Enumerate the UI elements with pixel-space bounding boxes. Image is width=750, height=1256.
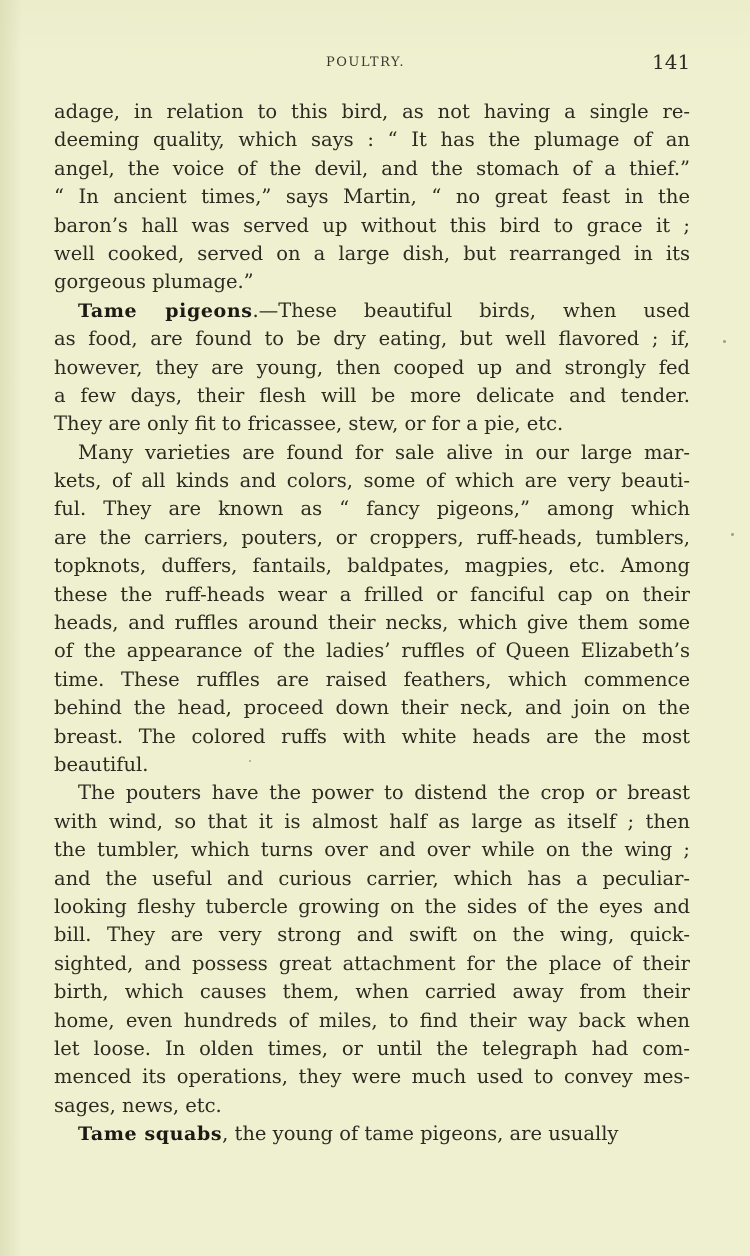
line-text: let loose. In olden times, or until the telegraph had com- xyxy=(54,1036,690,1060)
text-line xyxy=(54,98,690,126)
line-text: and the useful and curious carrier, which has a peculiar- xyxy=(54,866,690,890)
line-text: heads, and ruffles around their necks, which give them some xyxy=(54,611,690,635)
line-text: angel, the voice of the devil, and the stomach of a thief.” xyxy=(54,156,690,180)
line-text: topknots, duffers, fantails, baldpates, magpies, etc. Among xyxy=(54,554,690,578)
line-text: menced its operations, they were much used to convey mes- xyxy=(54,1065,690,1089)
line-text: kets, of all kinds and colors, some of which are very beauti- xyxy=(54,469,690,493)
line-text: breast. The colored ruffs with white heads are the most xyxy=(54,724,690,748)
line-text: sighted, and possess great attachment for the place of their xyxy=(54,951,690,975)
text-line xyxy=(54,212,690,240)
line-text: adage, in relation to this bird, as not having a single re- xyxy=(54,100,690,123)
text-line xyxy=(54,1007,690,1035)
text-line xyxy=(54,950,690,978)
line-text: Many varieties are found for sale alive in our large mar- xyxy=(78,440,690,464)
text-line xyxy=(54,410,690,438)
text-line xyxy=(54,524,690,552)
text-line xyxy=(54,723,690,751)
line-text: sages, news, etc. xyxy=(54,1093,222,1117)
line-text: with wind, so that it is almost half as large as itself ; then xyxy=(54,809,690,833)
paragraph xyxy=(54,297,690,439)
line-text: gorgeous plumage.” xyxy=(54,270,254,294)
line-text: behind the head, proceed down their neck, and join on the xyxy=(54,696,690,720)
page-number: 141 xyxy=(652,50,691,74)
bold-heading: Tame squabs xyxy=(78,1123,223,1146)
text-line xyxy=(54,637,690,665)
text-line xyxy=(54,694,690,722)
line-text: however, they are young, then cooped up and strongly fed xyxy=(54,355,690,379)
paper-speck xyxy=(731,533,734,536)
text-line xyxy=(54,382,690,410)
text-line xyxy=(54,240,690,268)
text-line xyxy=(54,325,690,353)
text-line xyxy=(54,893,690,921)
text-line xyxy=(54,552,690,580)
text-line xyxy=(54,155,690,183)
text-line xyxy=(54,495,690,523)
body-text xyxy=(54,98,690,1148)
section-title: POULTRY. xyxy=(326,55,406,70)
bold-heading: Tame pigeons xyxy=(78,299,253,322)
text-line xyxy=(54,581,690,609)
line-text: of the appearance of the ladies’ ruffles of Queen Elizabeth’s xyxy=(54,639,690,663)
text-line xyxy=(54,751,690,779)
text-line xyxy=(54,779,690,807)
line-text: ful. They are known as “ fancy pigeons,” among which xyxy=(54,497,690,521)
text-line xyxy=(54,126,690,154)
line-text: as food, are found to be dry eating, but well flavored ; if, xyxy=(54,327,690,351)
text-line xyxy=(54,1063,690,1091)
line-text: baron’s hall was served up without this bird to grace it ; xyxy=(54,213,690,237)
line-text: bill. They are very strong and swift on the wing, quick- xyxy=(54,923,690,947)
line-text: looking fleshy tubercle growing on the sides of the eyes and xyxy=(54,894,690,918)
text-line xyxy=(54,1035,690,1063)
text-line xyxy=(54,354,690,382)
line-text: deeming quality, which says : “ It has the plumage of an xyxy=(54,128,690,152)
text-line xyxy=(54,467,690,495)
line-text: They are only fit to fricassee, stew, or for a pie, etc. xyxy=(54,412,564,436)
paper-speck xyxy=(723,340,726,343)
line-text: .—These beautiful birds, when used xyxy=(252,298,691,322)
paragraph xyxy=(54,779,690,1120)
line-text: time. These ruffles are raised feathers, which commence xyxy=(54,667,690,691)
paragraph xyxy=(54,98,690,297)
line-text: a few days, their flesh will be more delicate and tender. xyxy=(54,383,690,407)
text-line xyxy=(54,808,690,836)
text-line xyxy=(54,921,690,949)
line-text: “ In ancient times,” says Martin, “ no great feast in the xyxy=(54,185,690,209)
text-line xyxy=(54,609,690,637)
text-line xyxy=(54,666,690,694)
text-line xyxy=(54,1120,690,1148)
paragraph xyxy=(54,1120,690,1148)
paragraph xyxy=(54,439,690,780)
line-text: , the young of tame pigeons, are usually xyxy=(222,1122,619,1146)
text-line xyxy=(54,297,690,325)
line-text: these the ruff-heads wear a frilled or fanciful cap on their xyxy=(54,582,690,606)
text-line xyxy=(54,836,690,864)
line-text: the tumbler, which turns over and over while on the wing ; xyxy=(54,838,690,862)
text-line xyxy=(54,268,690,296)
line-text: birth, which causes them, when carried away from their xyxy=(54,980,690,1004)
text-line xyxy=(54,978,690,1006)
line-text: beautiful. xyxy=(54,752,149,776)
running-header xyxy=(0,52,750,76)
line-text: well cooked, served on a large dish, but rearranged in its xyxy=(54,241,690,265)
paper-speck xyxy=(249,760,251,762)
line-text: are the carriers, pouters, or croppers, ruff-heads, tumblers, xyxy=(54,525,690,549)
text-line xyxy=(54,183,690,211)
line-text: home, even hundreds of miles, to find their way back when xyxy=(54,1008,690,1032)
text-line xyxy=(54,439,690,467)
text-line xyxy=(54,865,690,893)
line-text: The pouters have the power to distend the crop or breast xyxy=(78,781,690,805)
text-line xyxy=(54,1092,690,1120)
